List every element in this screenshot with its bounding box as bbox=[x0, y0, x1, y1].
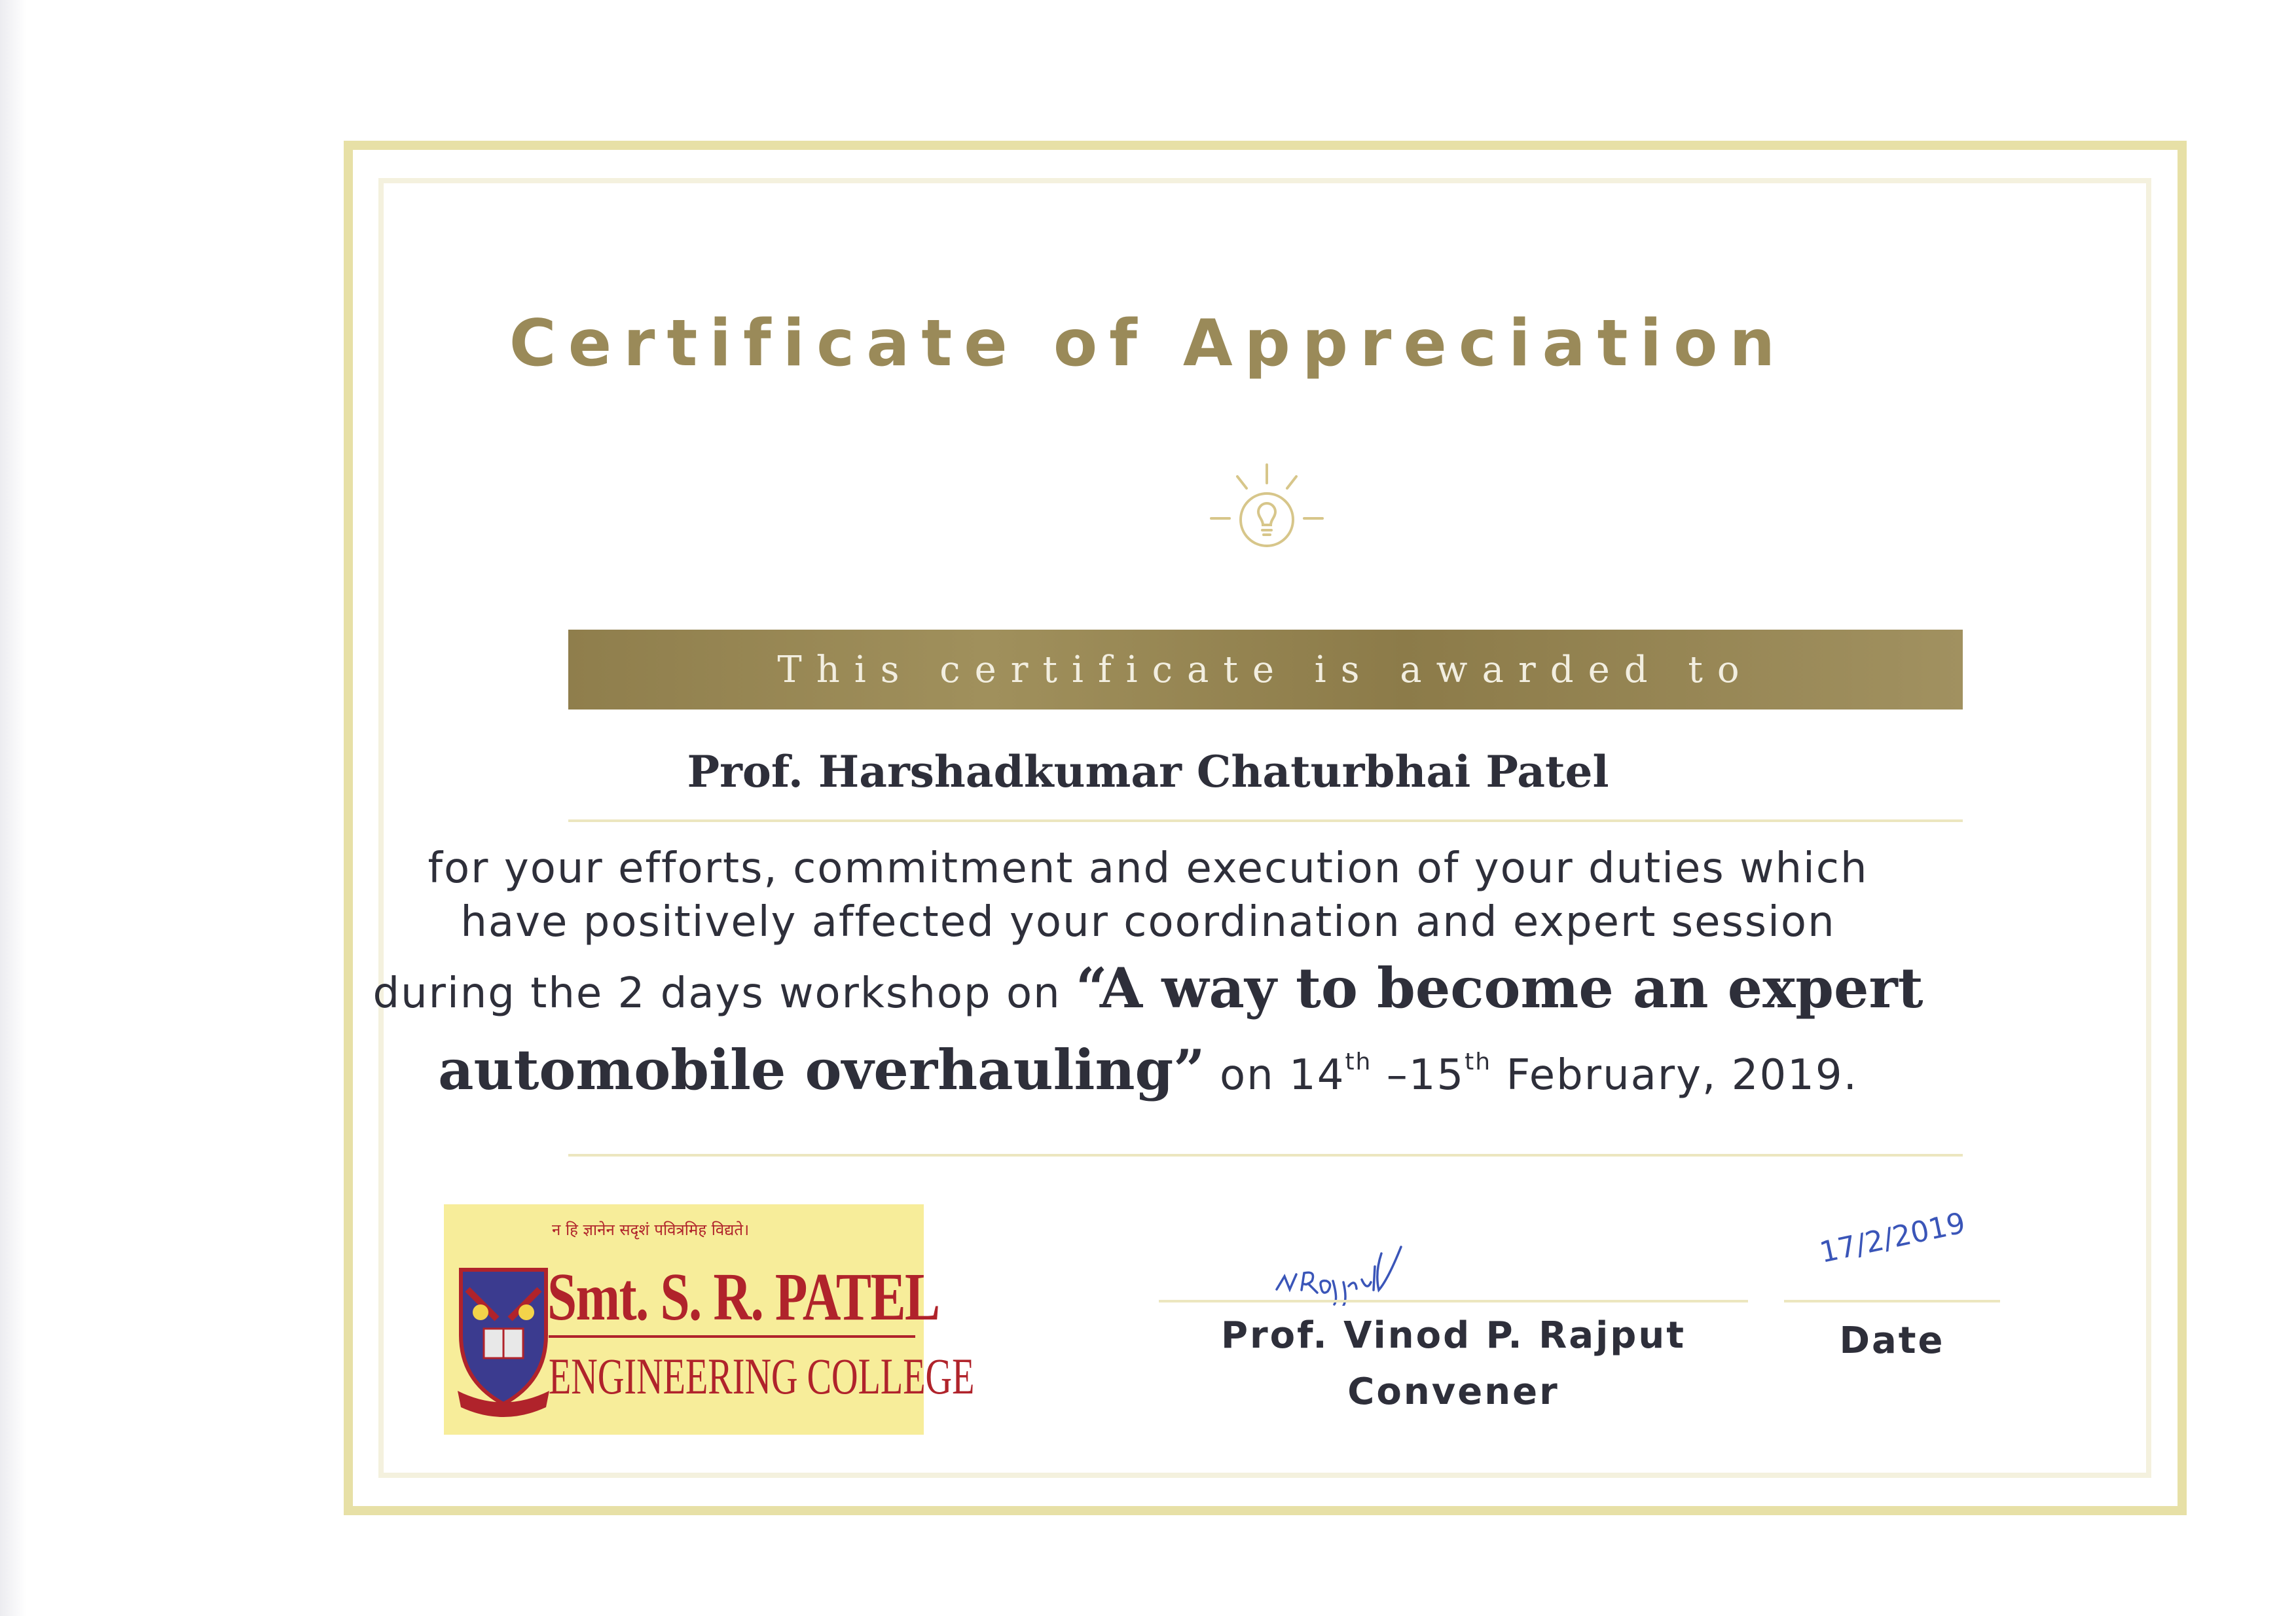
recipient-name: Prof. Harshadkumar Chaturbhai Patel bbox=[687, 746, 1609, 797]
signature-line bbox=[1159, 1300, 1748, 1302]
date-label: Date bbox=[1839, 1320, 1945, 1362]
signer-name: Prof. Vinod P. Rajput bbox=[1220, 1314, 1686, 1357]
date-line bbox=[1784, 1300, 2000, 1302]
handwritten-date: 17/2/2019 bbox=[1817, 1206, 1969, 1270]
workshop-date: on 14th –15th February, 2019. bbox=[1219, 1049, 1858, 1100]
workshop-topic-part2: automobile overhauling” bbox=[438, 1037, 1205, 1102]
divider-line bbox=[568, 1154, 1963, 1157]
body-line-1: for your efforts, commitment and execution of your duties which bbox=[428, 844, 1868, 893]
logo-college-subtitle: ENGINEERING COLLEGE bbox=[549, 1348, 975, 1405]
scan-edge-shadow bbox=[0, 0, 26, 1616]
college-crest-icon bbox=[448, 1250, 559, 1420]
handwritten-signature bbox=[1270, 1227, 1434, 1306]
signature-text: VPRajput bbox=[1270, 1227, 1273, 1228]
certificate-title: Certificate of Appreciation bbox=[509, 306, 1787, 381]
divider-line bbox=[568, 819, 1963, 822]
logo-motto: न हि ज्ञानेन सदृशं पवित्रमिह विद्यते। bbox=[552, 1221, 750, 1239]
workshop-topic-part1: “A way to become an expert bbox=[1076, 956, 1923, 1020]
college-logo bbox=[444, 1204, 975, 1435]
body-line-4 bbox=[0, 1037, 2296, 1102]
signer-role: Convener bbox=[1347, 1371, 1559, 1413]
logo-college-name: Smt. S. R. PATEL bbox=[547, 1259, 939, 1335]
body-line-3 bbox=[0, 956, 2296, 1020]
awarded-banner bbox=[568, 630, 1963, 709]
lightbulb-icon bbox=[1198, 458, 1336, 569]
logo-underline bbox=[549, 1335, 915, 1338]
workshop-lead-text: during the 2 days workshop on bbox=[373, 969, 1061, 1018]
body-line-2: have positively affected your coordination and expert session bbox=[460, 898, 1836, 946]
awarded-text: This certificate is awarded to bbox=[777, 648, 1754, 691]
